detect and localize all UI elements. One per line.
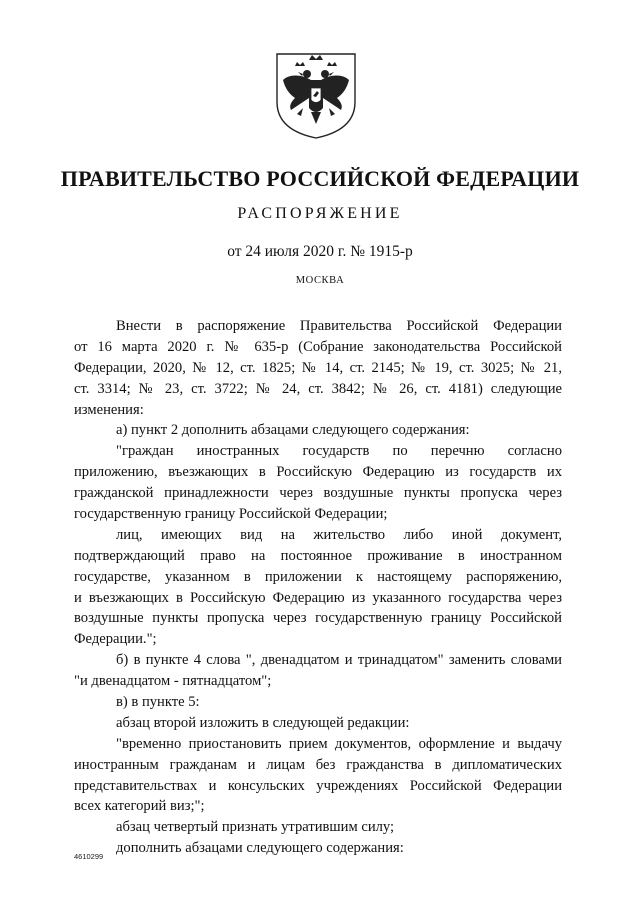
- body-line: приложению, въезжающих в Российскую Федерацию из государств их: [74, 464, 562, 481]
- body-line: дополнить абзацами следующего содержания:: [116, 840, 404, 857]
- body-line: ст. 3314; № 23, ст. 3722; № 24, ст. 3842; № 26, ст. 4181) следующие: [74, 380, 562, 397]
- government-title: ПРАВИТЕЛЬСТВО РОССИЙСКОЙ ФЕДЕРАЦИИ: [60, 166, 580, 191]
- document-city: МОСКВА: [295, 275, 345, 286]
- body-line: воздушные пункты пропуска через государственную границу Российской: [74, 610, 562, 627]
- document-type: РАСПОРЯЖЕНИЕ: [237, 205, 403, 222]
- body-line: "временно приостановить прием документов, оформление и выдачу: [116, 735, 562, 752]
- document-date-number: от 24 июля 2020 г. № 1915-р: [227, 243, 413, 260]
- document-code: 4610299: [74, 852, 104, 861]
- body-line: абзац второй изложить в следующей редакции:: [116, 714, 410, 731]
- body-line: государственную границу Российской Федерации;: [74, 506, 388, 523]
- body-line: всех категорий виз;";: [74, 798, 205, 815]
- body-line: абзац четвертый признать утратившим силу;: [116, 819, 395, 836]
- body-line: "граждан иностранных государств по перечню согласно: [116, 443, 562, 460]
- body-line: в) в пункте 5:: [116, 694, 200, 711]
- body-line: представительствах и консульских учреждениях Российской Федерации: [74, 777, 562, 794]
- body-line: и въезжающих в Российскую Федерацию из указанного государства через: [74, 589, 562, 606]
- body-line: Федерации.";: [74, 631, 157, 648]
- body-line: Внести в распоряжение Правительства Российской Федерации: [116, 318, 562, 334]
- body-line: лиц, имеющих вид на жительство либо иной документ,: [116, 526, 562, 543]
- body-line: гражданской принадлежности через воздушные пункты пропуска через: [74, 485, 562, 502]
- body-line: "и двенадцатом - пятнадцатом";: [74, 673, 272, 690]
- body-line: б) в пункте 4 слова ", двенадцатом и тринадцатом" заменить словами: [116, 652, 562, 669]
- document-body: [74, 316, 562, 859]
- body-line: подтверждающий право на постоянное проживание в иностранном: [74, 547, 562, 564]
- russian-coat-of-arms-icon: [273, 50, 359, 140]
- body-line: а) пункт 2 дополнить абзацами следующего содержания:: [116, 422, 470, 439]
- body-line: изменения:: [74, 401, 144, 418]
- body-line: иностранным гражданам и лицам без гражданства в дипломатических: [74, 756, 562, 773]
- body-line: Федерации, 2020, № 12, ст. 1825; № 14, ст. 2145; № 19, ст. 3025; № 21,: [74, 359, 562, 376]
- body-line: государстве, указанном в приложении к настоящему распоряжению,: [74, 568, 562, 585]
- body-line: от 16 марта 2020 г. № 635-р (Собрание законодательства Российской: [74, 338, 562, 355]
